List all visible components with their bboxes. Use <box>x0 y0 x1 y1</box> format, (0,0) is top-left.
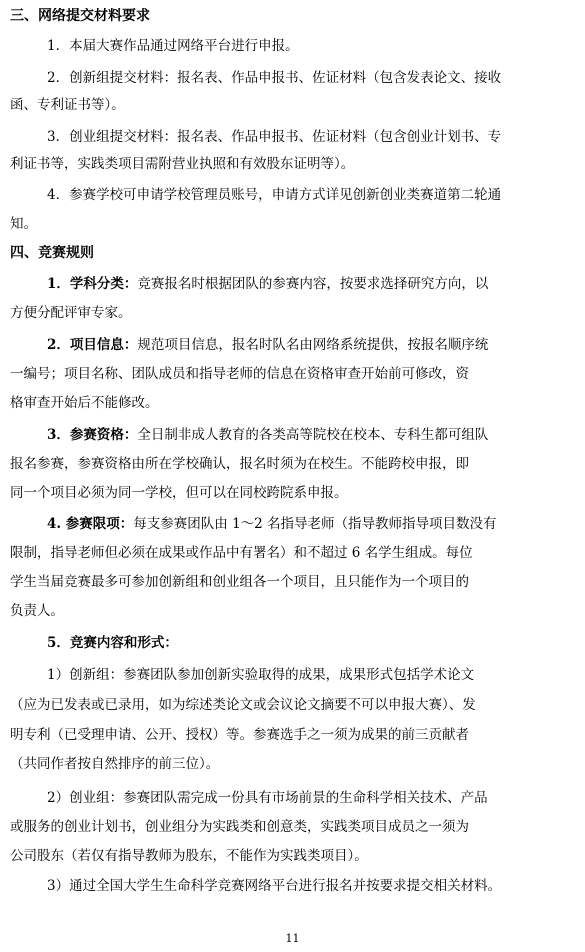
sub2-line1: 2）创业组：参赛团队需完成一份具有市场前景的生命科学相关技术、产品 <box>47 790 488 806</box>
sub1-line4: （共同作者按自然排序的前三位）。 <box>10 756 220 772</box>
s3-item2-line2: 函、专利证书等）。 <box>10 97 125 113</box>
sub2-line3: 公司股东（若仅有指导教师为股东，不能作为实践类项目）。 <box>10 848 368 864</box>
s3-item1-line1: 1．本届大赛作品通过网络平台进行申报。 <box>47 38 299 54</box>
rule2-text1: 规范项目信息，报名时队名由网络系统提供，按报名顺序统 <box>137 337 489 353</box>
sub1-line1: 1）创新组：参赛团队参加创新实验取得的成果，成果形式包括学术论文 <box>47 667 475 683</box>
rule2-label: 2．项目信息： <box>47 337 138 353</box>
sub1-line2: （应为已发表或已录用，如为综述类论文或会议论文摘要不可以申报大赛）、发 <box>10 697 476 713</box>
rule3-label: 3．参赛资格： <box>47 427 138 443</box>
rule1-label: 1．学科分类： <box>47 276 138 292</box>
rule1-text1: 竞赛报名时根据团队的参赛内容，按要求选择研究方向，以 <box>137 276 489 292</box>
s3-item4-line1: 4．参赛学校可申请学校管理员账号，申请方式详见创新创业类赛道第二轮通 <box>47 187 502 203</box>
sub3-line1: 3）通过全国大学生生命科学竞赛网络平台进行报名并按要求提交相关材料。 <box>47 878 502 894</box>
s3-item3-line2: 利证书等，实践类项目需附营业执照和有效股东证明等）。 <box>10 156 355 172</box>
rule2-line3: 格审查开始后不能修改。 <box>10 395 159 411</box>
sub1-line3: 明专利（已受理申请、公开、授权）等。参赛选手之一须为成果的前三贡献者 <box>10 727 469 743</box>
rule3-text1: 全日制非成人教育的各类高等院校在校本、专科生都可组队 <box>137 427 489 443</box>
rule2-line2: 一编号；项目名称、团队成员和指导老师的信息在资格审查开始前可修改，资 <box>10 366 469 382</box>
rule3-line1 <box>47 427 585 443</box>
rule3-line3: 同一个项目必须为同一学校，但可以在同校跨院系申报。 <box>10 485 348 501</box>
rule4-line2: 限制，指导老师但必须在成果或作品中有署名）和不超过 6 名学生组成。每位 <box>10 545 473 561</box>
section4-heading: 四、竞赛规则 <box>10 245 94 261</box>
s3-item3-line1: 3．创业组提交材料：报名表、作品申报书、佐证材料（包含创业计划书、专 <box>47 129 502 145</box>
s3-item4-line2: 知。 <box>10 216 37 232</box>
rule4-label: 4. 参赛限项： <box>47 516 134 532</box>
page-number: 11 <box>285 932 300 945</box>
rule1-line2: 方便分配评审专家。 <box>10 305 132 321</box>
rule4-line4: 负责人。 <box>10 603 64 619</box>
rule4-text1: 每支参赛团队由 1～2 名指导老师（指导教师指导项目数没有 <box>133 516 497 532</box>
rule5-line1 <box>47 635 585 651</box>
rule2-line1 <box>47 337 585 353</box>
section3-heading: 三、网络提交材料要求 <box>10 8 150 24</box>
rule4-line1 <box>47 516 585 532</box>
rule3-line2: 报名参赛，参赛资格由所在学校确认，报名时须为在校生。不能跨校申报，即 <box>10 456 469 472</box>
rule1-line1 <box>47 276 585 292</box>
sub2-line2: 或服务的创业计划书，创业组分为实践类和创意类，实践类项目成员之一须为 <box>10 819 469 835</box>
rule4-line3: 学生当届竞赛最多可参加创新组和创业组各一个项目，且只能作为一个项目的 <box>10 574 469 590</box>
rule5-label: 5．竞赛内容和形式： <box>47 635 178 651</box>
s3-item2-line1: 2．创新组提交材料：报名表、作品申报书、佐证材料（包含发表论文、接收 <box>47 70 502 86</box>
